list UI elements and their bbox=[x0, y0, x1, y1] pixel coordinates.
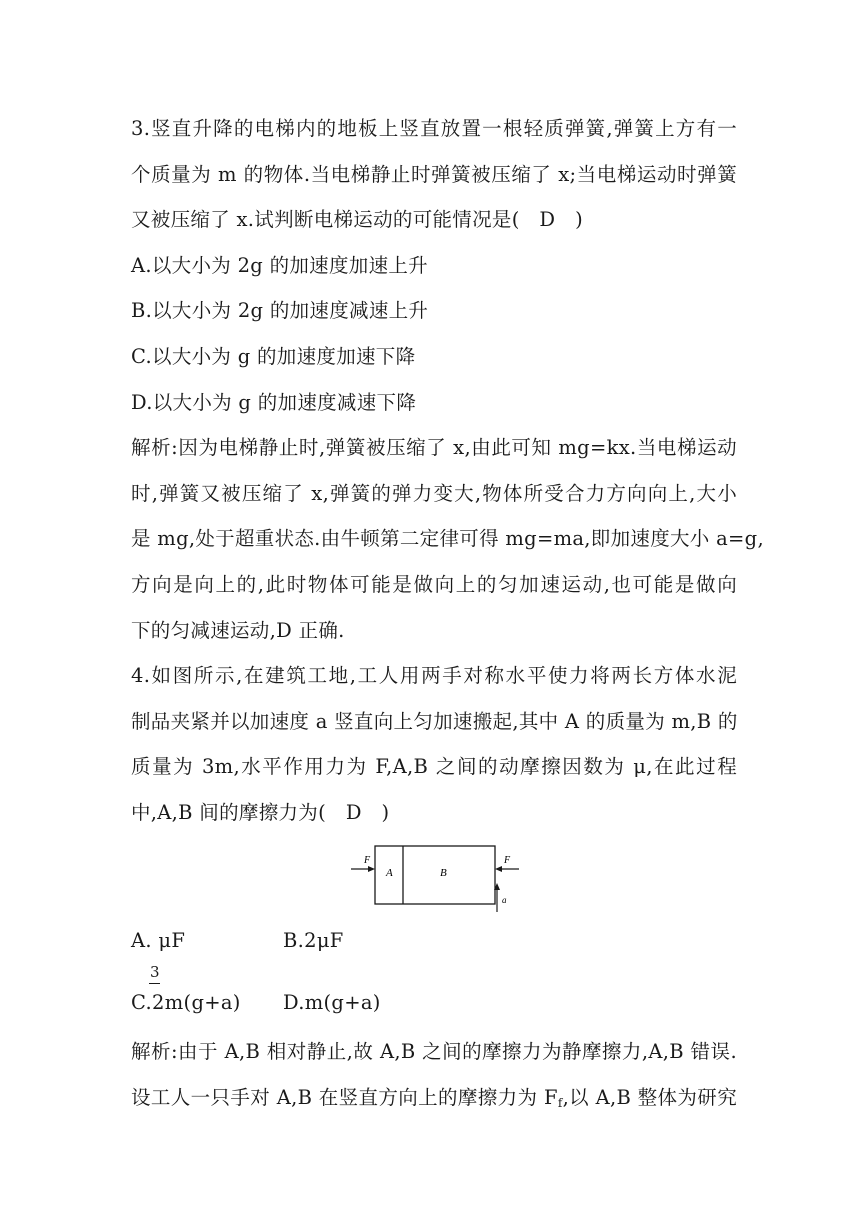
accel-label: a bbox=[502, 894, 507, 905]
question-4 bbox=[131, 653, 737, 1120]
question-3-line: 又被压缩了 x.试判断电梯运动的可能情况是( D ) bbox=[131, 208, 584, 232]
analysis-text: ,以 A,B 整体为研究 bbox=[562, 1085, 737, 1109]
option-b: B.2μF bbox=[283, 928, 344, 952]
blocks-figure bbox=[131, 836, 737, 918]
subscript-f: f bbox=[557, 1095, 563, 1110]
analysis-line bbox=[131, 1075, 737, 1121]
question-4-line: 中,A,B 间的摩擦力为( D ) bbox=[131, 800, 390, 824]
question-4-line: 质量为 3m,水平作用力为 F,A,B 之间的动摩擦因数为 μ,在此过程 bbox=[131, 755, 737, 779]
question-3 bbox=[131, 106, 764, 653]
analysis-line: 是 mg,处于超重状态.由牛顿第二定律可得 mg=ma,即加速度大小 a=g, bbox=[131, 527, 764, 551]
option-c-prefix: C. bbox=[131, 991, 153, 1015]
option-d: D.m(g+a) bbox=[283, 991, 381, 1015]
arrowhead-left-icon bbox=[368, 866, 375, 872]
question-4-line: 4.如图所示,在建筑工地,工人用两手对称水平使力将两长方体水泥 bbox=[131, 664, 737, 688]
fraction-denominator: 2 bbox=[152, 991, 165, 1015]
force-left-label: F bbox=[364, 854, 371, 866]
arrowhead-right-icon bbox=[495, 866, 502, 872]
option-c: C.以大小为 g 的加速度加速下降 bbox=[131, 344, 416, 368]
option-d: D.以大小为 g 的加速度减速下降 bbox=[131, 390, 417, 414]
option-a: A.以大小为 2g 的加速度加速上升 bbox=[131, 253, 428, 277]
option-a: A. μF bbox=[131, 928, 186, 952]
analysis-line: 时,弹簧又被压缩了 x,弹簧的弹力变大,物体所受合力方向向上,大小 bbox=[131, 481, 737, 505]
analysis-line: 下的匀减速运动,D 正确. bbox=[131, 618, 345, 642]
analysis-line: 解析:由于 A,B 相对静止,故 A,B 之间的摩擦力为静摩擦力,A,B 错误. bbox=[131, 1040, 737, 1064]
blocks-diagram bbox=[351, 840, 521, 914]
option-c-rest: m(g+a) bbox=[164, 991, 241, 1015]
fraction-bar bbox=[149, 983, 160, 984]
analysis-line: 解析:因为电梯静止时,弹簧被压缩了 x,由此可知 mg=kx.当电梯运动 bbox=[131, 436, 737, 460]
block-b-label: B bbox=[440, 866, 448, 879]
option-c bbox=[131, 989, 241, 1017]
fraction-numerator: 3 bbox=[150, 963, 160, 982]
question-3-line: 个质量为 m 的物体.当电梯静止时弹簧被压缩了 x;当电梯运动时弹簧 bbox=[131, 162, 737, 186]
question-3-line: 3.竖直升降的电梯内的地板上竖直放置一根轻质弹簧,弹簧上方有一 bbox=[131, 117, 737, 140]
document-page bbox=[131, 106, 764, 1120]
question-4-line: 制品夹紧并以加速度 a 竖直向上匀加速搬起,其中 A 的质量为 m,B 的 bbox=[131, 709, 738, 733]
block-a-label: A bbox=[386, 866, 394, 879]
options-row-cd bbox=[131, 963, 737, 1029]
force-right-label: F bbox=[504, 854, 511, 866]
options-row-ab bbox=[131, 918, 737, 964]
option-b: B.以大小为 2g 的加速度减速上升 bbox=[131, 299, 429, 323]
analysis-line: 方向是向上的,此时物体可能是做向上的匀加速运动,也可能是做向 bbox=[131, 572, 737, 596]
analysis-text: 设工人一只手对 A,B 在竖直方向上的摩擦力为 F bbox=[131, 1085, 558, 1109]
